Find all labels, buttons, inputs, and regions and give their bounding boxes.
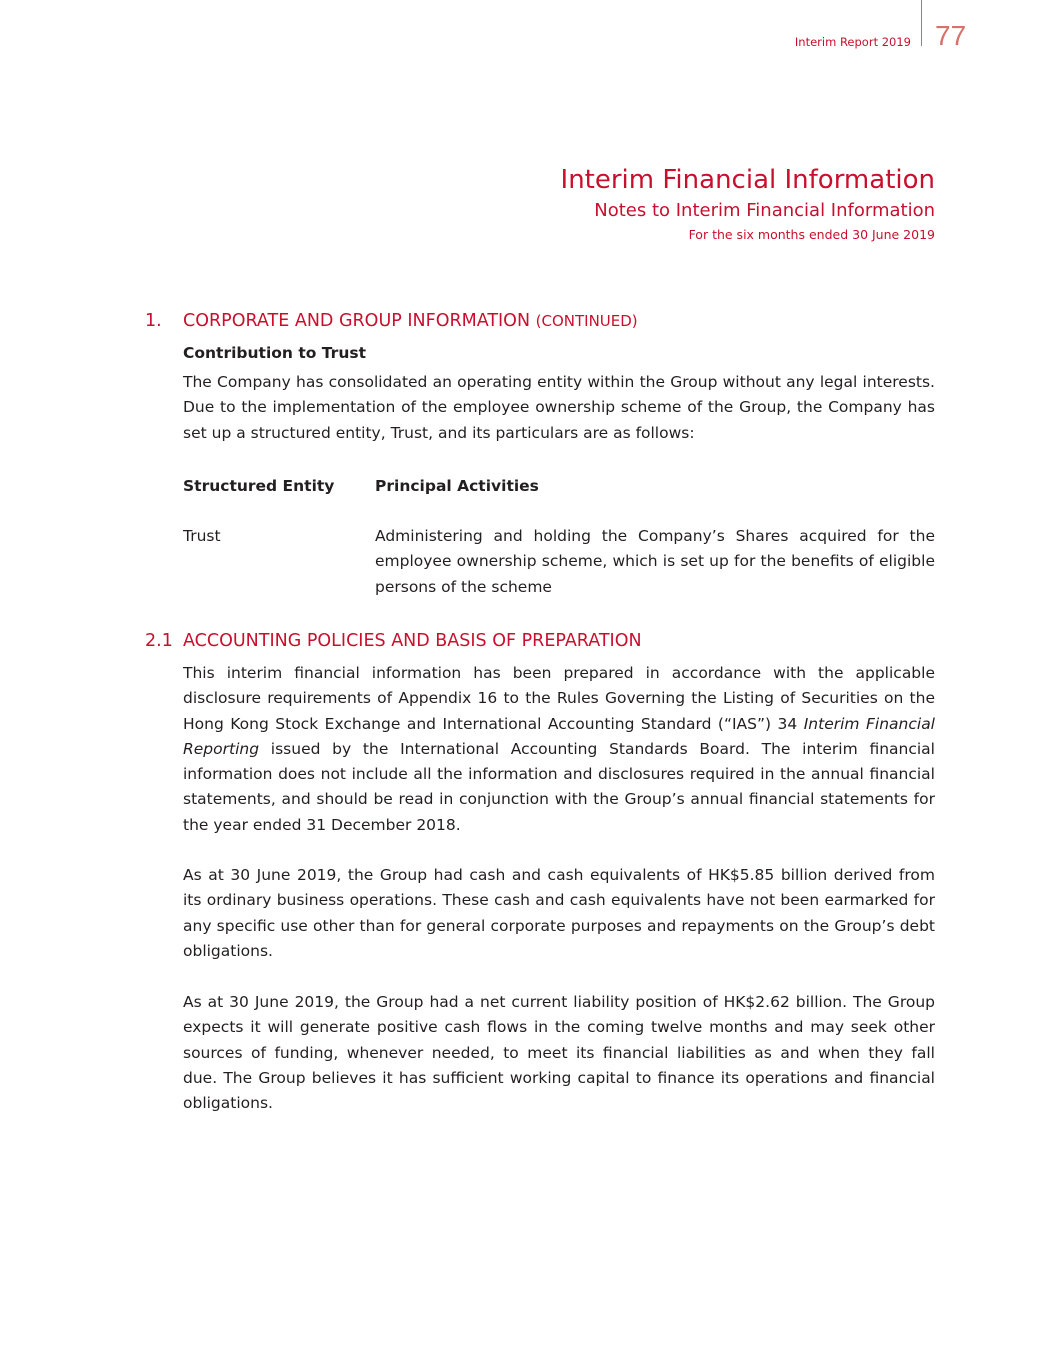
period-label: For the six months ended 30 June 2019 <box>688 227 935 242</box>
text-line: obligations. <box>183 1094 273 1113</box>
text-line: expects it will generate positive cash flows in the coming twelve months and may seek other <box>183 1018 935 1037</box>
page-subtitle: Notes to Interim Financial Information <box>594 200 935 221</box>
report-label: Interim Report 2019 <box>794 35 911 49</box>
section-2-heading <box>145 631 642 651</box>
text-line <box>183 712 935 737</box>
text-line: The Company has consolidated an operating entity within the Group without any legal interests. <box>183 373 935 391</box>
text-line: sources of funding, whenever needed, to meet its financial liabilities as and when they fall <box>183 1043 935 1062</box>
table-header-entity: Structured Entity <box>183 477 335 495</box>
text-line: This interim financial information has been prepared in accordance with the applicable <box>183 664 935 682</box>
section-title: ACCOUNTING POLICIES AND BASIS OF PREPARATION <box>183 631 642 651</box>
table-cell-entity: Trust <box>183 527 221 545</box>
section-1-heading <box>145 311 638 331</box>
table-cell-activities <box>375 524 935 600</box>
text-line: obligations. <box>183 941 273 960</box>
italic-title: Reporting <box>183 739 260 758</box>
text-line: any specific use other than for general corporate purposes and repayments on the Group’s debt <box>183 916 935 935</box>
paragraph <box>183 661 935 838</box>
text-line: the year ended 31 December 2018. <box>183 815 461 834</box>
section-number: 1. <box>145 311 162 331</box>
table-header-activities: Principal Activities <box>375 477 539 495</box>
paragraph <box>183 990 935 1116</box>
section-number: 2.1 <box>145 631 173 651</box>
text-line: As at 30 June 2019, the Group had a net current liability position of HK$2.62 billion. The Group <box>183 993 935 1011</box>
text-line: Due to the implementation of the employee ownership scheme of the Group, the Company has <box>183 398 935 417</box>
text-run: issued by the International Accounting Standards Board. The interim financial <box>259 739 935 758</box>
text-line: persons of the scheme <box>375 577 552 596</box>
text-line <box>183 737 935 762</box>
page-title: Interim Financial Information <box>560 165 935 195</box>
continued-label: (CONTINUED) <box>535 312 638 330</box>
text-line: disclosure requirements of Appendix 16 to the Rules Governing the Listing of Securities on the <box>183 689 935 708</box>
subheading: Contribution to Trust <box>183 344 366 362</box>
text-line: information does not include all the information and disclosures required in the annual financial <box>183 765 935 784</box>
text-line: due. The Group believes it has sufficient working capital to finance its operations and financial <box>183 1068 935 1087</box>
italic-title: Interim Financial <box>803 714 935 733</box>
text-line: statements, and should be read in conjunction with the Group’s annual financial statements for <box>183 790 935 809</box>
paragraph <box>183 863 935 964</box>
text-line: its ordinary business operations. These cash and cash equivalents have not been earmarked for <box>183 891 935 910</box>
section-title: CORPORATE AND GROUP INFORMATION <box>183 311 531 331</box>
page-number: 77 <box>935 20 967 51</box>
text-line: As at 30 June 2019, the Group had cash and cash equivalents of HK$5.85 billion derived from <box>183 866 935 884</box>
text-run: Hong Kong Stock Exchange and International Accounting Standard (“IAS”) 34 <box>183 714 804 733</box>
paragraph <box>183 370 935 446</box>
text-line: set up a structured entity, Trust, and its particulars are as follows: <box>183 423 695 442</box>
text-line: employee ownership scheme, which is set up for the benefits of eligible <box>375 552 935 571</box>
text-line: Administering and holding the Company’s Shares acquired for the <box>375 527 935 545</box>
header-divider <box>921 0 922 46</box>
